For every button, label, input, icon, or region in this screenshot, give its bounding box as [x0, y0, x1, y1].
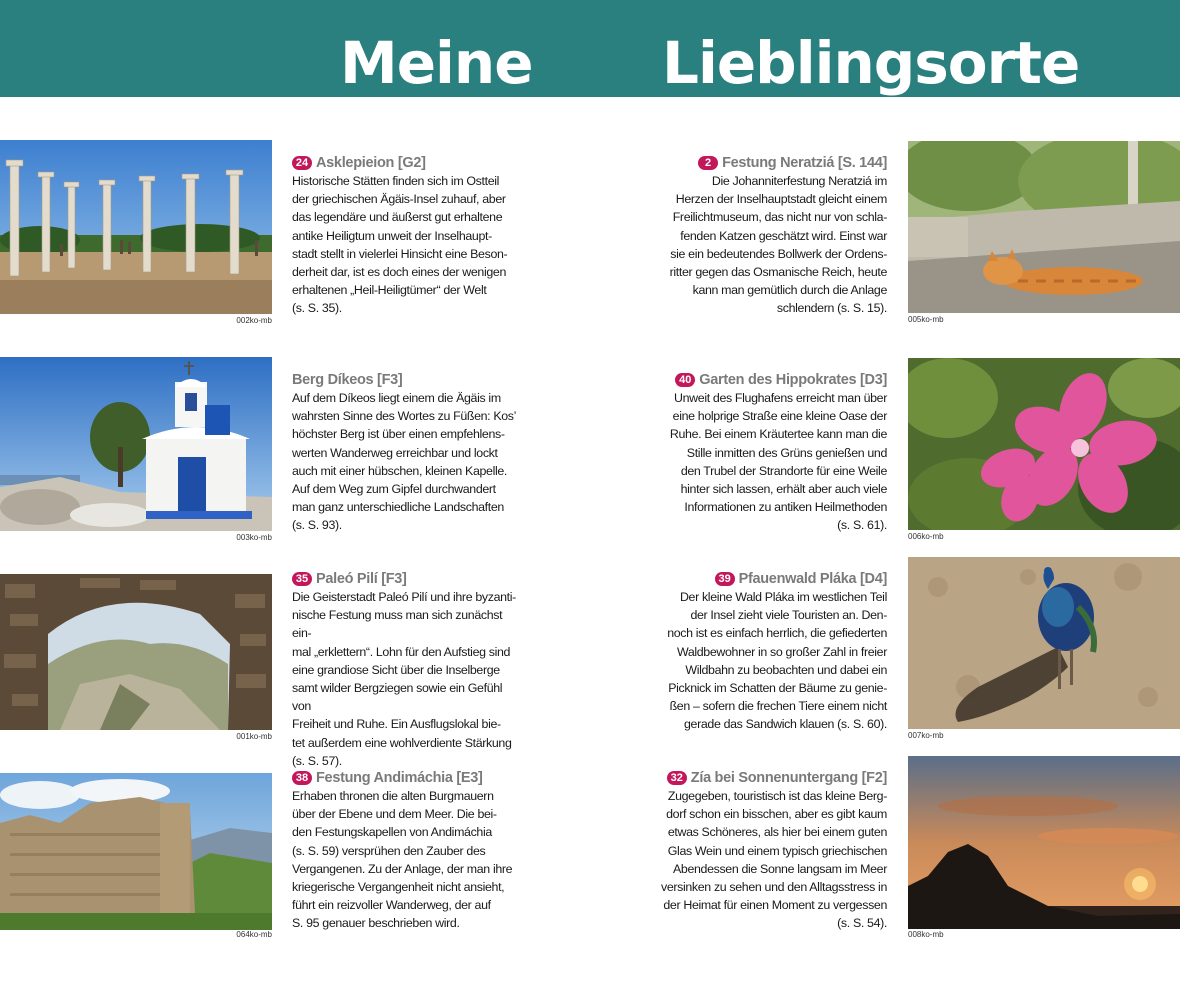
fortress-photo — [0, 773, 272, 930]
place-entry-paleo-pili — [292, 570, 520, 770]
photo-credit: 007ko-mb — [908, 731, 944, 740]
entry-description: Erhaben thronen die alten Burgmauern über der Ebene und dem Meer. Die bei- den Festungskapellen von Andimáchia (s. S. 59) versprühen den Zauber des Vergangenen. Zu der Anlage, der man ihre kriegerische Vergangenheit nicht ansieht, führt ein reizvoller Wanderweg, der auf S. 95 genauer beschrieben wird. — [292, 789, 513, 931]
entry-title-text: Zía bei Sonnenuntergang [F2] — [690, 770, 887, 786]
number-badge: 35 — [292, 572, 312, 586]
entry-description: Unweit des Flughafens erreicht man über eine holprige Straße eine kleine Oase der Ruhe. Bei einem Kräutertee kann man die Stille inmitten des Grüns genießen und den Trubel der Strandorte für eine Weile hinter sich lassen, erhält aber auch viele Informationen zu antiken Heilmethoden (s. S. 61). — [669, 391, 887, 533]
ancient-columns-photo — [0, 140, 272, 314]
entry-title — [292, 570, 520, 588]
entry-title-text: Berg Díkeos [F3] — [292, 372, 403, 388]
entry-description: Historische Stätten finden sich im Ostteil der griechischen Ägäis-Insel zuhauf, aber das legendäre und äußerst gut erhaltene antike Heiligtum unweit der Inselhaupt- stadt stellt in vielerlei Hinsicht eine Beson- derheit dar, ist es doch eines der wenigen erhaltenen „Heil-Heiligtümer“ der Welt (s. S. 35). — [292, 174, 508, 316]
entry-title — [659, 154, 887, 172]
entry-description: Zugegeben, touristisch ist das kleine Berg- dorf schon ein bisschen, aber es gibt kaum etwas Schöneres, als hier bei einem guten Glas Wein und einem typisch griechischen Abendessen die Sonne langsam im Meer versinken zu sehen und den Alltagsstress in der Heimat für einen Moment zu vergessen (s. S. 54). — [660, 789, 887, 931]
entry-title — [659, 769, 887, 787]
chapel-photo — [0, 357, 272, 531]
entry-description: Die Geisterstadt Paleó Pilí und ihre byzanti- nische Festung muss man sich zunächst ein- mal „erklettern“. Lohn für den Aufstieg sind eine grandiose Sicht über die Inselberge samt wilder Bergziegen sowie ein Gefühl von Freiheit und Ruhe. Ein Ausflugslokal bie- tet außerdem eine wohlverdiente Stärkung (s. S. 57). — [292, 590, 516, 768]
photo-credit: 002ko-mb — [236, 316, 272, 325]
number-badge: 40 — [675, 373, 695, 387]
entry-title — [292, 154, 520, 172]
place-entry-festung-andimachia — [292, 769, 520, 933]
number-badge: 32 — [667, 771, 687, 785]
photo-credit: 001ko-mb — [236, 732, 272, 741]
place-entry-festung-neratzia — [659, 154, 887, 318]
stone-arch-photo — [0, 574, 272, 730]
entry-title-text: Festung Andimáchia [E3] — [316, 770, 483, 786]
sunset-photo — [908, 756, 1180, 929]
place-entry-pfauenwald-plaka — [659, 570, 887, 734]
place-entry-berg-dikeos — [292, 371, 520, 535]
page-title-lieblingsorte: Lieblingsorte — [662, 29, 1080, 97]
entry-title — [292, 769, 520, 787]
number-badge: 24 — [292, 156, 312, 170]
place-entry-asklepieion — [292, 154, 520, 318]
place-entry-garten-des-hippokrates — [659, 371, 887, 535]
entry-title — [659, 371, 887, 389]
entry-title — [659, 570, 887, 588]
number-badge: 2 — [698, 156, 718, 170]
number-badge: 38 — [292, 771, 312, 785]
entry-title — [292, 371, 520, 389]
photo-credit: 064ko-mb — [236, 930, 272, 939]
photo-credit: 003ko-mb — [236, 533, 272, 542]
page-title-meine: Meine — [340, 29, 533, 97]
peacock-photo — [908, 557, 1180, 729]
photo-credit: 005ko-mb — [908, 315, 944, 324]
photo-credit: 006ko-mb — [908, 532, 944, 541]
entry-title-text: Paleó Pilí [F3] — [316, 571, 407, 587]
pink-flower-photo — [908, 358, 1180, 530]
entry-title-text: Festung Neratziá [S. 144] — [722, 155, 887, 171]
entry-description: Die Johanniterfestung Neratziá im Herzen der Inselhauptstadt gleicht einem Freilichtmuseum, das nicht nur von schla- fenden Katzen geschätzt wird. Einst war sie ein bedeutendes Bollwerk der Ordens- ritter gegen das Osmanische Reich, heute kann man gemütlich durch die Anlage schlendern (s. S. 15). — [669, 174, 887, 316]
entry-description: Der kleine Wald Pláka im westlichen Teil der Insel zieht viele Touristen an. Den- noch ist es einfach herrlich, die gefiederten Waldbewohner in so großer Zahl in freier Wildbahn zu beobachten und dabei ein Picknick im Schatten der Bäume zu genie- ßen – sofern die frechen Tiere einem nicht gerade das Sandwich klauen (s. S. 60). — [667, 590, 887, 732]
place-entry-zia-bei-sonnenuntergang — [659, 769, 887, 933]
entry-title-text: Pfauenwald Pláka [D4] — [738, 571, 887, 587]
entry-title-text: Asklepieion [G2] — [316, 155, 426, 171]
entry-description: Auf dem Díkeos liegt einem die Ägäis im wahrsten Sinne des Wortes zu Füßen: Kos’ höchster Berg ist über einen empfehlens- werten Wanderweg erreichbar und lockt auch mit einer hübschen, kleinen Kapelle. Auf dem Weg zum Gipfel durchwandert man ganz unterschiedliche Landschaften (s. S. 93). — [292, 391, 517, 533]
entry-title-text: Garten des Hippokrates [D3] — [699, 372, 887, 388]
sleeping-cat-photo — [908, 141, 1180, 313]
number-badge: 39 — [715, 572, 735, 586]
photo-credit: 008ko-mb — [908, 930, 944, 939]
